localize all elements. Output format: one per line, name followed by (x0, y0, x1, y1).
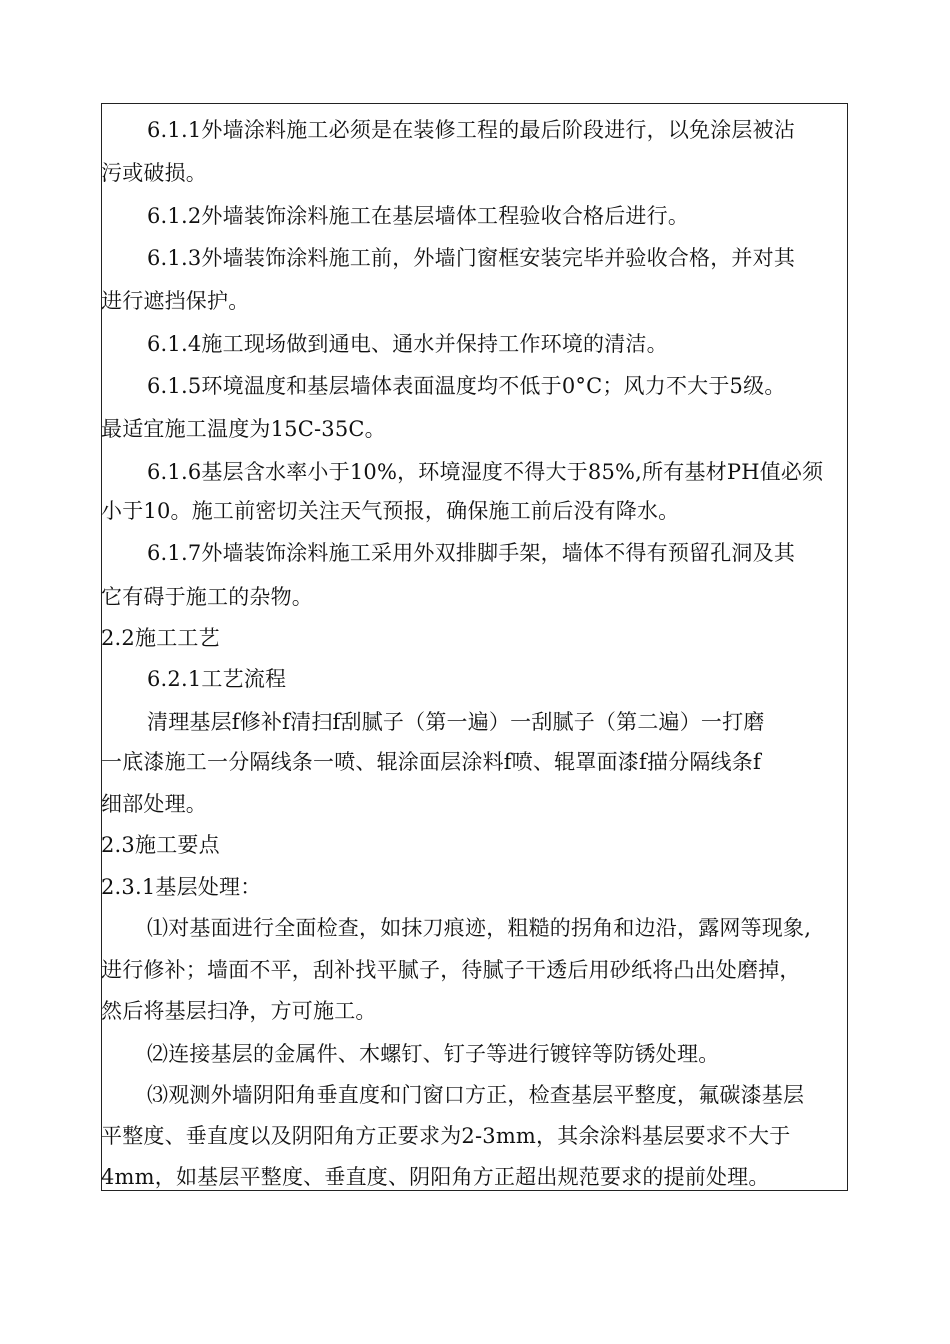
text-line: ⑵连接基层的金属件、木螺钉、钉子等进行镀锌等防锈处理。 (147, 1042, 720, 1066)
text-line: 它有碍于施工的杂物。 (101, 585, 313, 609)
text-line: 最适宜施工温度为15C-35C。 (101, 417, 386, 441)
text-line: 6.1.6基层含水率小于10%，环境湿度不得大于85%,所有基材PH值必须 (147, 460, 824, 484)
text-line: 平整度、垂直度以及阴阳角方正要求为2-3mm，其余涂料基层要求不大于 (101, 1124, 791, 1148)
text-line: 6.1.2外墙装饰涂料施工在基层墙体工程验收合格后进行。 (147, 204, 690, 228)
text-line: 进行修补；墙面不平，刮补找平腻子，待腻子干透后用砂纸将凸出处磨掉， (101, 958, 801, 982)
text-line: 6.1.5环境温度和基层墙体表面温度均不低于0°C；风力不大于5级。 (147, 374, 786, 398)
text-line: 6.1.3外墙装饰涂料施工前，外墙门窗框安装完毕并验收合格，并对其 (147, 246, 796, 270)
section-heading: 2.3施工要点 (101, 833, 220, 857)
text-line: ⑶观测外墙阴阳角垂直度和门窗口方正，检查基层平整度，氟碳漆基层 (147, 1083, 805, 1107)
subsection-heading: 6.2.1工艺流程 (147, 667, 287, 691)
text-line: 然后将基层扫净，方可施工。 (101, 999, 377, 1023)
subsection-heading: 2.3.1基层处理： (101, 875, 262, 899)
section-heading: 2.2施工工艺 (101, 626, 220, 650)
text-line: 进行遮挡保护。 (101, 289, 250, 313)
text-line: 6.1.7外墙装饰涂料施工采用外双排脚手架，墙体不得有预留孔洞及其 (147, 541, 796, 565)
text-line: 细部处理。 (101, 792, 207, 816)
text-line: 一底漆施工一分隔线条一喷、辊涂面层涂料f喷、辊罩面漆f描分隔线条f (101, 750, 761, 774)
text-line: 6.1.1外墙涂料施工必须是在装修工程的最后阶段进行，以免涂层被沾 (147, 118, 796, 142)
text-line: 污或破损。 (101, 161, 207, 185)
text-line: 4mm，如基层平整度、垂直度、阴阳角方正超出规范要求的提前处理。 (101, 1165, 770, 1189)
text-line: 清理基层f修补f清扫f刮腻子（第一遍）一刮腻子（第二遍）一打磨 (147, 710, 765, 734)
text-line: ⑴对基面进行全面检查，如抹刀痕迹，粗糙的拐角和边沿，露网等现象, (147, 916, 812, 940)
text-line: 6.1.4施工现场做到通电、通水并保持工作环境的清洁。 (147, 332, 668, 356)
text-line: 小于10。施工前密切关注天气预报，确保施工前后没有降水。 (101, 499, 680, 523)
